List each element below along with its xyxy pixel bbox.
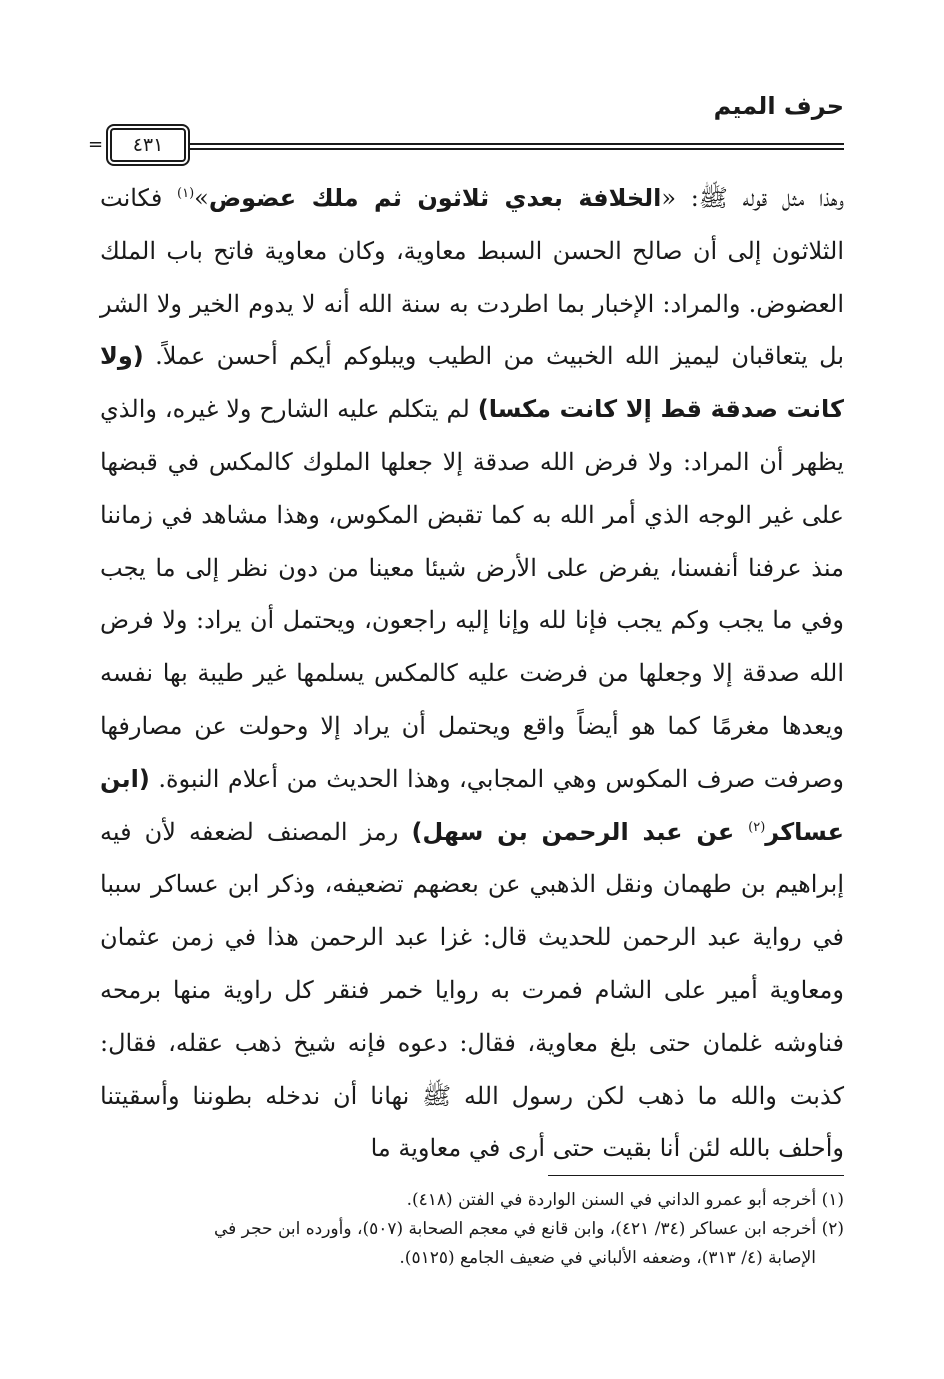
double-rule-line — [188, 143, 844, 150]
footnotes — [100, 1186, 844, 1273]
footnote-1: (١) أخرجه أبو عمرو الداني في السنن الواردة في الفتن (٤١٨). — [406, 1190, 844, 1210]
footnote-2-continued: الإصابة (٤/ ٣١٣)، وضعفه الألباني في ضعيف الجامع (٥١٢٥). — [399, 1248, 816, 1268]
header-rule — [88, 134, 844, 158]
header-left-mark: = — [88, 134, 104, 155]
body-paragraph — [100, 172, 844, 1175]
text-run: لم يتكلم عليه الشارح ولا غيره، والذي يظهر أن المراد: ولا فرض الله صدقة إلا جعلها الملوك كالمكس في قبضها على غير الوجه الذي أمر الله به كما تقبض المكوس، وهذا مشاهد في زماننا منذ عرفنا أنفسنا، يفرض على الأرض شيئا معينا من دون نظر إلى ما يجب وفي ما يجب وكم يجب فإنا لله وإنا إليه راجعون، ويحتمل أن يراد: ولا فرض الله صدقة إلا وجعلها من فرضت عليه كالمكس يسلمها غير طيبة بها نفسه ويعدها مغرمًا كما هو أيضاً واقع ويحتمل أن يراد إلا وحولت عن مصارفها وصرفت صرف المكوس وهي المجابي، وهذا الحديث من أعلام النبوة. — [100, 395, 844, 793]
main-text — [100, 172, 844, 1175]
running-title: حرف الميم — [713, 92, 844, 120]
footnote-ref-1: (١) — [177, 186, 195, 201]
text-run: » — [194, 184, 209, 212]
narrator-name: عن عبد الرحمن بن سهل) — [411, 817, 749, 846]
footnote-separator — [548, 1175, 844, 1176]
text-run: رمز المصنف لضعفه لأن فيه إبراهيم بن طهمان ونقل الذهبي عن بعضهم تضعيفه، وذكر ابن عساكر سببا في رواية عبد الرحمن للحديث قال: غزا عبد الرحمن هذا في زمن عثمان ومعاوية أمير على الشام فمرت به روايا خمر فنقر كل راوية منها برمحه فناوشه غلمان حتى بلغ معاوية، فقال: دعوه فإنه شيخ ذهب عقله، فقال: كذبت والله ما ذهب لكن رسول الله ﷺ نهانا أن ندخله بطوننا وأسقيتنا وأحلف بالله لئن أنا بقيت حتى أرى في معاوية ما — [100, 817, 844, 1163]
footnote-ref-2: (٢) — [748, 819, 766, 835]
source-citation: (ابن عساكر — [100, 764, 844, 846]
page-number: ٤٣١ — [110, 128, 186, 162]
hadith-matn: (ولا كانت صدقة قط إلا كانت مكسا) — [100, 342, 844, 424]
footnote-2: (٢) أخرجه ابن عساكر (٣٤/ ٤٢١)، وابن قانع في معجم الصحابة (٥٠٧)، وأورده ابن حجر في — [213, 1219, 844, 1239]
text-run: وهذا مثل قوله ﷺ: « — [661, 184, 845, 212]
page-header — [88, 92, 844, 162]
hadith-quote: الخلافة بعدي ثلاثون ثم ملك عضوض — [208, 184, 662, 212]
text-run: فكانت الثلاثون إلى أن صالح الحسن السبط معاوية، وكان معاوية فاتح باب الملك العضوض. والمراد: الإخبار بما اطردت به سنة الله أنه لا يدوم الخير ولا الشر بل يتعاقبان ليميز الله الخبيث من الطيب ويبلوكم أيكم أحسن عملاً. — [100, 184, 844, 371]
